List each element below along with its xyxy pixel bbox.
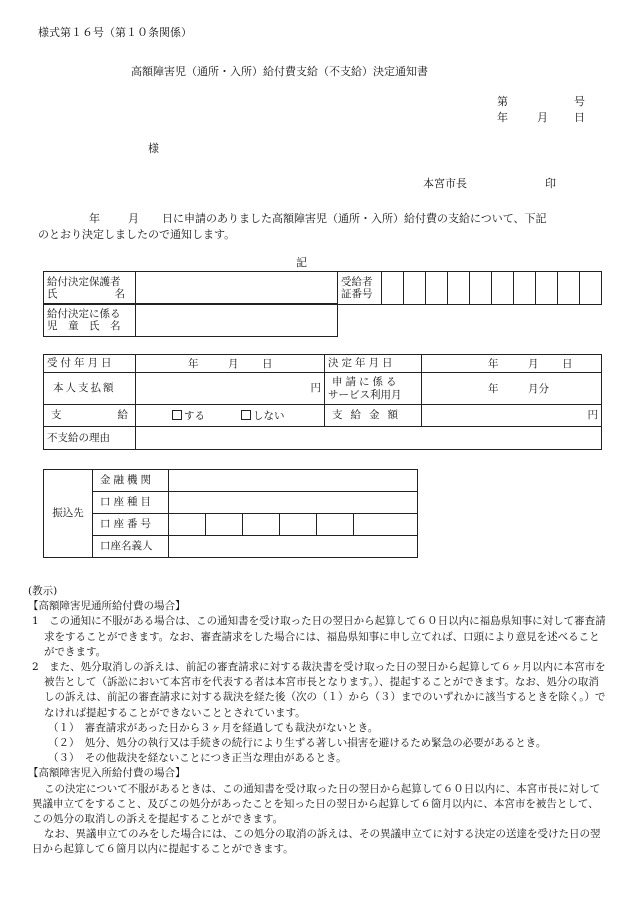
recipient-digit-box[interactable] [448,272,470,305]
received-date-field[interactable]: 年 月 日 [136,355,325,373]
guardian-label-mei: 名 [114,288,125,300]
recipient-digit-box[interactable] [426,272,448,305]
date-year-label: 年 [497,111,508,124]
doc-number-dai: 第 [497,95,508,108]
section2-title: 【高額障害児入所給付費の場合】 [28,767,186,780]
recipient-number-label-line1: 受給者 [341,275,373,288]
intro-text-line2: のとおり決定しましたので通知します。 [38,228,236,241]
guardian-label-shi: 氏 [47,288,58,300]
form-number: 様式第１６号（第１０条関係） [38,26,192,39]
section1-title: 【高額障害児通所給付費の場合】 [28,600,186,613]
amount-label: 支給金額 [325,405,422,427]
option-no-checkbox[interactable]: しない [241,410,285,422]
child-info-table [43,303,338,337]
account-type-label: 口座種目 [93,492,169,514]
ki-label: 記 [296,256,307,269]
seal-label: 印 [545,177,556,190]
account-holder-label: 口座名義人 [93,536,169,558]
document-title: 高額障害児（通所・入所）給付費支給（不支給）決定通知書 [131,65,428,78]
amount-field[interactable] [422,405,602,427]
account-digit-box[interactable] [206,514,243,536]
recipient-number-label-line2: 証番号 [341,288,373,300]
intro-year: 年 [89,212,100,225]
account-digit-box[interactable] [317,514,354,536]
transfer-table [43,469,418,558]
doc-number-go: 号 [574,95,585,108]
account-type-field[interactable] [169,492,418,514]
checkbox-icon [241,410,251,420]
account-holder-field[interactable] [169,536,418,558]
option-yes-checkbox[interactable]: する [172,410,205,422]
note-sub-3: （３） その他裁決を経ないことにつき正当な理由があるとき。 [48,752,347,765]
self-pay-label: 本人支払額 [44,373,136,405]
received-date-label: 受付年月日 [44,355,136,373]
self-pay-amount-field[interactable] [136,373,325,405]
note-item-1: 1 この通知に不服がある場合は、この通知書を受け取った日の翌日から起算して６０日以内に福島県知事に対して審査請求をすることができます。なお、審査請求をした場合には、福島県知事に申し立てれば、口頭により意見を述べることができます。 [32,615,606,658]
guardian-name-field[interactable] [136,272,338,305]
guardian-label-line1: 給付決定保護者 [47,275,121,288]
guardian-info-table [43,271,602,305]
note-para-1: この決定について不服があるときは、この通知書を受け取った日の翌日から起算して６０日以内に、本宮市長に対して異議申立てをすること、及びこの処分があったことを知った日の翌日から起算して６箇月以内に、本宮市を被告として、この処分の取消しの訴えを提起することができます。 [32,782,601,826]
payment-label: 支 給 [44,405,136,427]
yen-unit: 円 [587,409,598,422]
child-label-cell [44,304,136,337]
bank-field[interactable] [169,470,418,492]
addressee-suffix: 様 [148,142,159,155]
recipient-digit-box[interactable] [382,272,404,305]
service-month-field[interactable]: 年 月分 [422,373,602,405]
account-digit-box[interactable] [243,514,280,536]
child-label-line2: 児 童 氏 名 [47,320,121,332]
yen-unit: 円 [310,382,321,395]
recipient-digit-box[interactable] [492,272,514,305]
recipient-digit-box[interactable] [514,272,536,305]
issuer-name: 本宮市長 [423,177,467,190]
reason-label: 不支給の理由 [44,427,136,450]
guardian-label-cell [44,272,136,305]
account-number-label: 口座番号 [93,514,169,536]
date-month-label: 月 [537,111,548,124]
intro-text-line1: 日に申請のありました高額障害児（通所・入所）給付費の支給について、下記 [162,212,547,225]
note-sub-2: （２） 処分、処分の執行又は手続きの続行により生ずる著しい損害を避けるため緊急の必要があるとき。 [48,737,547,750]
account-digit-box[interactable] [280,514,317,536]
date-day-label: 日 [574,111,585,124]
decision-table [43,354,602,450]
notes-heading: (教示) [28,585,58,597]
recipient-digit-box[interactable] [404,272,426,305]
intro-month: 月 [128,212,139,225]
decision-date-label: 決定年月日 [325,355,422,373]
note-sub-1: （１） 審査請求があった日から３ヶ月を経過しても裁決がないとき。 [48,721,379,734]
child-name-field[interactable] [136,304,338,337]
child-label-line1: 給付決定に係る [47,307,121,320]
note-item-2: 2 また、処分取消しの訴えは、前記の審査請求に対する裁決書を受け取った日の翌日から起算して６ヶ月以内に本宮市を被告として（訴訟において本宮市を代表する者は本宮市長となります。）、提起することができます。なお、処分の取消しの訴えは、前記の審査請求に対する裁決を経た後（次の（１）から（３）までのいずれかに該当するときを除く。）でなければ提起することができないこととされています。 [32,661,606,719]
recipient-digit-box[interactable] [470,272,492,305]
payment-options [136,405,325,427]
account-digit-box[interactable] [169,514,206,536]
bank-label: 金融機関 [93,470,169,492]
instructions-section [28,584,608,858]
reason-field[interactable] [136,427,602,450]
checkbox-icon [172,410,182,420]
recipient-digit-box[interactable] [580,272,602,305]
account-digit-box[interactable] [354,514,418,536]
decision-date-field[interactable]: 年 月 日 [422,355,602,373]
recipient-digit-box[interactable] [536,272,558,305]
note-para-2: なお、異議申立てのみをした場合には、この処分の取消の訴えは、その異議申立てに対する決定の送達を受けた日の翌日から起算して６箇月以内に提起することができます。 [32,828,601,856]
recipient-digit-box[interactable] [558,272,580,305]
recipient-number-label-cell [338,272,382,305]
service-month-label: 申請に係る サービス利用月 [325,373,422,405]
transfer-label: 振込先 [44,470,93,558]
